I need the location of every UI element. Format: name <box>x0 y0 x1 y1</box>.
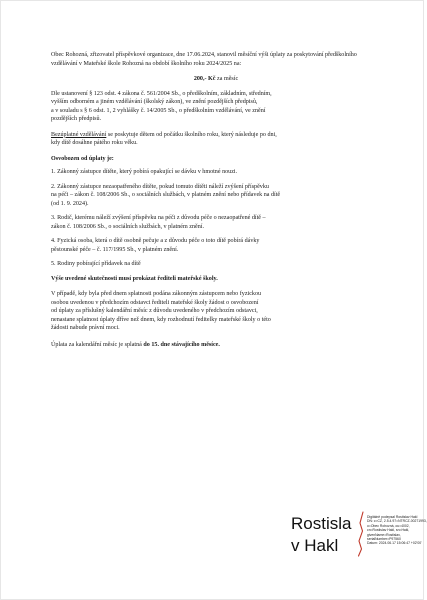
exemption-line: 2. Zákonný zástupce nezaopatřeného dítěte, pokud tomuto dítěti náleží zvýšení příspěvku <box>51 183 269 190</box>
exemption-item-3 <box>51 214 381 231</box>
procedure-line: V případě, kdy byla před dnem splatnosti podána zákonným zástupcem nebo fyzickou <box>51 291 262 297</box>
fee-amount-unit: za měsíc <box>217 76 239 82</box>
signature-detail-line: cn=Rostislav Hakl, sn=Hakl, <box>367 528 410 533</box>
payment-deadline-text: Úplata za kalendářní měsíc je splatná <box>51 341 144 348</box>
signer-name-line: v Hakl <box>291 536 339 555</box>
payment-deadline <box>51 341 381 350</box>
intro-paragraph: Obec Rohozná, zřizovatel příspěvkové organizace, dne 17.06.2024, stanovil měsíční výši úplaty za poskytování předškolního vzdělávání v Mateřské škole Rohozná na období školního roku 2024/2025 na: <box>51 52 357 67</box>
exemption-line: (od 1. 9. 2024). <box>51 200 89 207</box>
exemption-line: 1. Zákonný zástupce dítěte, který pobírá opakující se dávku v hmotné nouzi. <box>51 169 238 175</box>
exemption-procedure-paragraph <box>51 290 381 333</box>
signature-detail-line: Digitálně podepsal Rostislav Hakl <box>367 515 418 519</box>
signature-detail-line: serialNumber=P97560 <box>367 537 401 542</box>
procedure-line: od úplaty za příslušný kalendářní měsíc z důvodu uvedeného v předchozím odstavci, <box>51 308 258 314</box>
exemption-item-1 <box>51 168 381 177</box>
exemption-line: na péči – zákon č. 108/2006 Sb., o sociálních službách, v platném znění nebo přídavek na dítě <box>51 192 281 198</box>
signature-detail-line: givenName=Rostislav, <box>367 532 401 537</box>
signature-detail-line: DN: c=CZ, 2.5.4.97=NTRCZ-00271993, <box>367 519 427 524</box>
free-preschool-text: kdy dítě dosáhne pátého roku věku. <box>51 140 138 146</box>
procedure-line: osobou uvedenou v předchozím odstavci řediteli mateřské školy žádost o osvobození <box>51 299 259 306</box>
exemption-item-5 <box>51 260 381 269</box>
signature-detail-line: o=Obec Rohozná, ou=4002, <box>367 523 410 528</box>
procedure-line: žádosti nabude právní moci. <box>51 325 120 331</box>
exemption-line: pěstounské péče – č. 117/1995 Sb., v platném znění. <box>51 246 179 253</box>
fee-amount-value: 200,- Kč <box>193 76 216 82</box>
fee-amount <box>51 75 381 84</box>
document-body <box>51 51 381 349</box>
exemption-item-4 <box>51 237 381 254</box>
payment-deadline-date: do 15. dne stávajícího měsíce. <box>143 341 220 348</box>
signature-details <box>367 515 427 546</box>
free-preschool-paragraph <box>51 131 381 148</box>
legal-basis-line: Dle ustanovení § 123 odst. 4 zákona č. 561/2004 Sb., o předškolním, základním, středním, <box>51 90 272 97</box>
exemption-line: zákon č. 108/2006 Sb., o sociálních službách, v platném znění. <box>51 223 204 230</box>
exemption-line: 5. Rodiny pobírající přídavek na dítě <box>51 261 141 267</box>
legal-basis-line: vyšším odborném a jiném vzdělávání (školský zákon), ve znění pozdějších předpisů, <box>51 99 258 105</box>
digital-signature <box>291 511 427 559</box>
legal-basis-line: a v souladu s § 6 odst. 1, 2 vyhlášky č. 14/2005 Sb., o předškolním vzdělávání, ve znění <box>51 107 266 114</box>
legal-basis-line: pozdějších předpisů. <box>51 116 102 122</box>
free-preschool-term: Bezúplatné vzdělávání <box>51 131 107 138</box>
signature-detail-line: Datum: 2024.06.17 15:06:47 +02'00' <box>367 541 422 546</box>
proof-note: Výše uvedené skutečnosti musí prokázat řediteli mateřské školy. <box>51 275 218 282</box>
procedure-line: nenastane splatnost úplaty dříve než dnem, kdy rozhodnutí ředitelky mateřské školy o této <box>51 316 271 323</box>
exemption-line: 4. Fyzická osoba, která o dítě osobně pečuje a z důvodu péče o toto dítě pobírá dávky <box>51 238 260 244</box>
signature-stroke-icon <box>357 511 365 557</box>
exemption-item-2 <box>51 183 381 209</box>
exemption-heading: Osvobozen od úplaty je: <box>51 155 114 162</box>
exemption-line: 3. Rodič, kterému náleží zvýšení příspěvku na péči z důvodu péče o nezaopatřené dítě – <box>51 215 266 221</box>
free-preschool-text: se poskytuje dětem od počátku školního roku, který následuje po dni, <box>106 131 277 138</box>
signer-name-line: Rostisla <box>291 514 352 533</box>
legal-basis-paragraph <box>51 90 381 124</box>
